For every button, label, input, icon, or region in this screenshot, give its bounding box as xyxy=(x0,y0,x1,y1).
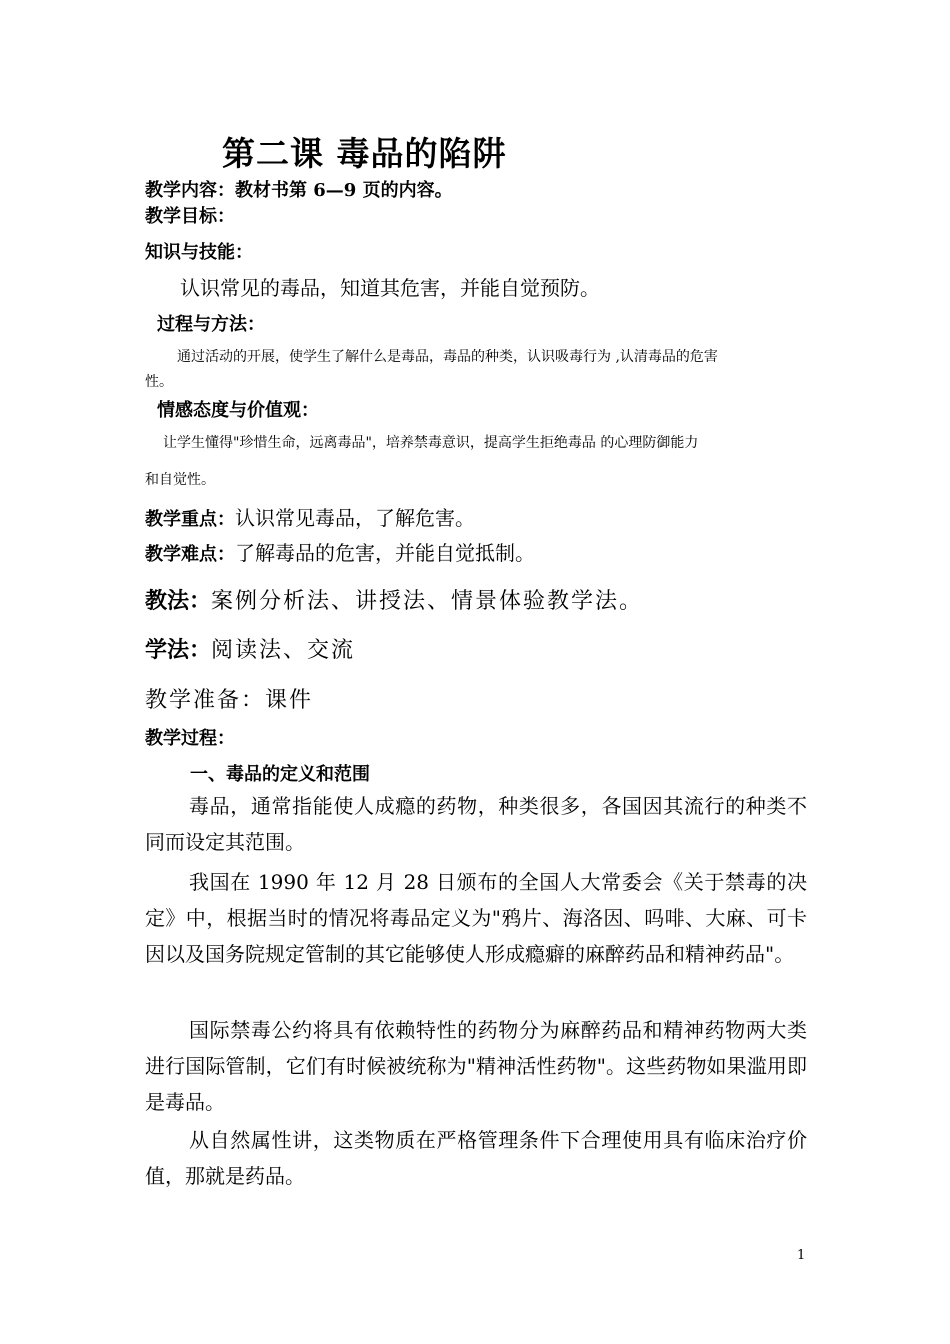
page-number: 1 xyxy=(797,1248,806,1263)
teaching-goals-heading: 教学目标： xyxy=(145,206,235,227)
paragraph-2: 我国在 1990 年 12 月 28 日颁布的全国人大常委会《关于禁毒的决定》中，根据当时的情况将毒品定义为"鸦片、海洛因、吗啡、大麻、可卡因以及国务院规定管制的其它能够使人形成瘾癖的麻醉药品和精神药品"。 xyxy=(145,870,807,966)
emotion-values-text-line2: 和自觉性。 xyxy=(145,472,215,488)
paragraph-4: 从自然属性讲，这类物质在严格管理条件下合理使用具有临床治疗价值，那就是药品。 xyxy=(145,1128,807,1188)
difficulty-text: 了解毒品的危害，并能自觉抵制。 xyxy=(235,541,535,565)
knowledge-skills-heading: 知识与技能： xyxy=(145,242,253,263)
process-method-text-line1: 通过活动的开展，使学生了解什么是毒品，毒品的种类，认识吸毒行为 ,认清毒品的危害 xyxy=(177,349,718,365)
difficulty-line xyxy=(145,537,535,566)
key-point-label: 教学重点： xyxy=(145,509,235,530)
teaching-process-heading: 教学过程： xyxy=(145,728,235,749)
key-point-line xyxy=(145,502,475,531)
process-method-text-line2: 性。 xyxy=(145,374,173,390)
learning-method-label: 学法： xyxy=(145,637,212,663)
emotion-values-heading: 情感态度与价值观： xyxy=(157,400,319,421)
process-method-heading: 过程与方法： xyxy=(157,314,265,335)
teaching-method-text: 案例分析法、讲授法、情景体验教学法。 xyxy=(211,589,644,614)
learning-method-line xyxy=(145,633,355,664)
section-1-heading: 一、毒品的定义和范围 xyxy=(190,764,370,785)
paragraph-1: 毒品，通常指能使人成瘾的药物，种类很多，各国因其流行的种类不同而设定其范围。 xyxy=(145,794,807,854)
difficulty-label: 教学难点： xyxy=(145,544,235,565)
teaching-content-line: 教学内容：教材书第 6—9 页的内容。 xyxy=(145,180,453,201)
emotion-values-text-line1: 让学生懂得"珍惜生命，远离毒品"，培养禁毒意识，提高学生拒绝毒品 的心理防御能力 xyxy=(163,435,699,451)
paragraph-3: 国际禁毒公约将具有依赖特性的药物分为麻醉药品和精神药物两大类进行国际管制，它们有时候被统称为"精神活性药物"。这些药物如果滥用即是毒品。 xyxy=(145,1018,807,1114)
teaching-method-line xyxy=(145,584,643,615)
key-point-text: 认识常见毒品，了解危害。 xyxy=(235,506,475,530)
teaching-method-label: 教法： xyxy=(145,588,212,614)
teaching-preparation: 教学准备：课件 xyxy=(145,688,314,713)
learning-method-text: 阅读法、交流 xyxy=(211,638,356,663)
page-title: 第二课 毒品的陷阱 xyxy=(222,134,507,173)
knowledge-skills-text: 认识常见的毒品，知道其危害，并能自觉预防。 xyxy=(180,276,600,300)
